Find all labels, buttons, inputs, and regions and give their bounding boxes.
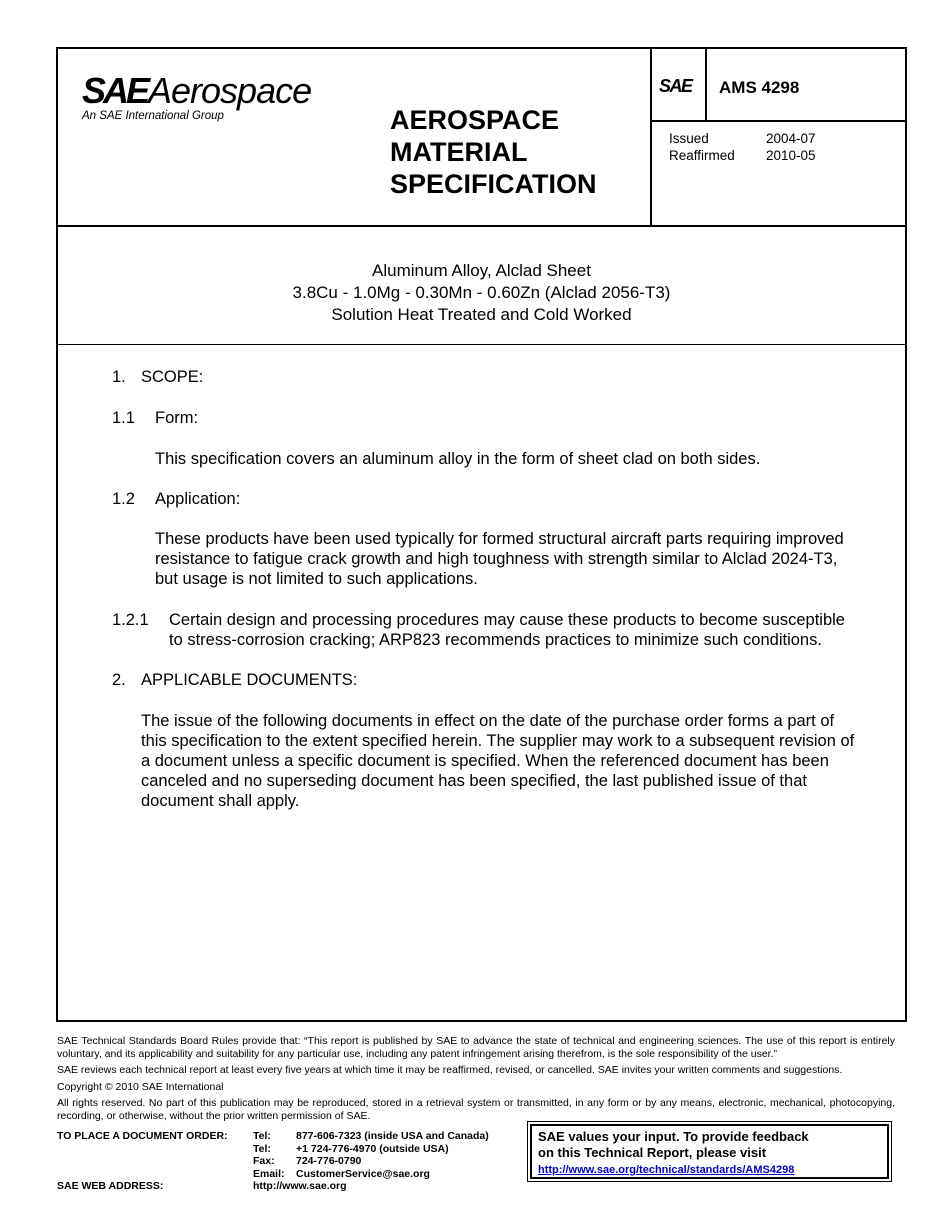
sae-aerospace-logo [82,71,322,121]
tel2-value: +1 724-776-4970 (outside USA) [296,1142,449,1155]
section-number: 2. [112,671,126,689]
divider [650,49,652,227]
paragraph-line: The issue of the following documents in effect on the date of the purchase order forms a part of [141,712,835,730]
reaffirmed-value: 2010-05 [766,148,816,163]
reaffirmed-label: Reaffirmed [669,148,735,163]
section-number: 1.2.1 [112,611,149,629]
section-number: 1.2 [112,490,135,508]
paragraph-line: These products have been used typically for formed structural aircraft parts requiring improved [155,530,844,548]
issued-value: 2004-07 [766,131,816,146]
divider [705,49,707,121]
email-value[interactable]: CustomerService@sae.org [296,1167,430,1180]
logo-aerospace-text: Aerospace [148,70,312,111]
section-number: 1. [112,368,126,386]
footer-notices [57,1035,895,1126]
feedback-text: on this Technical Report, please visit [538,1145,767,1160]
paragraph-line: Certain design and processing procedures may cause these products to become susceptible [169,611,845,629]
fax-label: Fax: [253,1155,275,1167]
document-title [58,260,905,326]
order-label: TO PLACE A DOCUMENT ORDER: [57,1130,228,1142]
paragraph: This specification covers an aluminum alloy in the form of sheet clad on both sides. [155,450,761,468]
board-rules-notice: SAE Technical Standards Board Rules provide that: “This report is published by SAE to advance the state of technical and engineering sciences. The use of this report is entirely voluntary, and its applicability and suitability for any particular use, including any patent infringement arising therefrom, is the sole responsibility of the user.” [57,1035,895,1060]
section-number: 1.1 [112,409,135,427]
fax-value: 724-776-0790 [296,1155,362,1167]
header [58,49,905,227]
document-frame [56,47,907,1022]
paragraph-line: a document unless a specific document is specified. When the referenced document has been [141,752,829,770]
document-number: AMS 4298 [719,78,800,97]
tel-label: Tel: [253,1130,271,1142]
paragraph-line: resistance to fatigue crack growth and high toughness with strength similar to Alclad 2024-T3, [155,550,838,568]
paragraph-line: but usage is not limited to such applications. [155,570,478,588]
web-value[interactable]: http://www.sae.org [253,1180,347,1192]
review-notice: SAE reviews each technical report at least every five years at which time it may be reaffirmed, revised, or cancelled. SAE invites your written comments and suggestions. [57,1064,843,1076]
logo-sae-text: SAE [82,70,148,111]
title-band [58,227,905,345]
copyright: Copyright © 2010 SAE International [57,1080,224,1093]
paragraph-line: document shall apply. [141,792,300,810]
title-line: Solution Heat Treated and Cold Worked [331,305,632,324]
issue-dates [669,130,816,164]
spec-type-heading [390,104,650,200]
email-label: Email: [253,1167,285,1180]
paragraph-line: this specification to the extent specified herein. The supplier may work to a subsequent revision of [141,732,855,750]
sae-small-logo: SAE [659,76,692,96]
web-label: SAE WEB ADDRESS: [57,1180,164,1192]
section-heading: SCOPE: [141,368,204,386]
spec-type-line: MATERIAL [390,137,528,167]
rights-notice: All rights reserved. No part of this publication may be reproduced, stored in a retrieval system or transmitted, in any form or by any means, electronic, mechanical, photocopying, recording, or otherwise, without the prior written permission of SAE. [57,1097,895,1122]
section-heading: APPLICABLE DOCUMENTS: [141,671,358,689]
spec-type-line: AEROSPACE [390,105,560,135]
section-heading: Form: [155,409,199,427]
logo-tagline: An SAE International Group [82,110,224,122]
title-line: Aluminum Alloy, Alclad Sheet [372,261,591,280]
spec-type-line: SPECIFICATION [390,169,597,199]
tel-value: 877-606-7323 (inside USA and Canada) [296,1130,489,1142]
paragraph-line: to stress-corrosion cracking; ARP823 recommends practices to minimize such conditions. [169,631,822,649]
tel2-label: Tel: [253,1142,271,1155]
web-address [57,1180,347,1192]
document-body [58,345,905,1020]
title-line: 3.8Cu - 1.0Mg - 0.30Mn - 0.60Zn (Alclad 2056-T3) [292,283,671,302]
issued-label: Issued [669,131,709,146]
order-info [57,1130,489,1180]
section-heading: Application: [155,490,241,508]
paragraph-line: canceled and no superseding document has been specified, the last published issue of that [141,772,807,790]
feedback-link[interactable]: http://www.sae.org/technical/standards/AMS4298 [538,1164,795,1176]
feedback-text: SAE values your input. To provide feedback [538,1129,809,1144]
feedback-box [527,1121,892,1182]
divider [652,120,905,122]
